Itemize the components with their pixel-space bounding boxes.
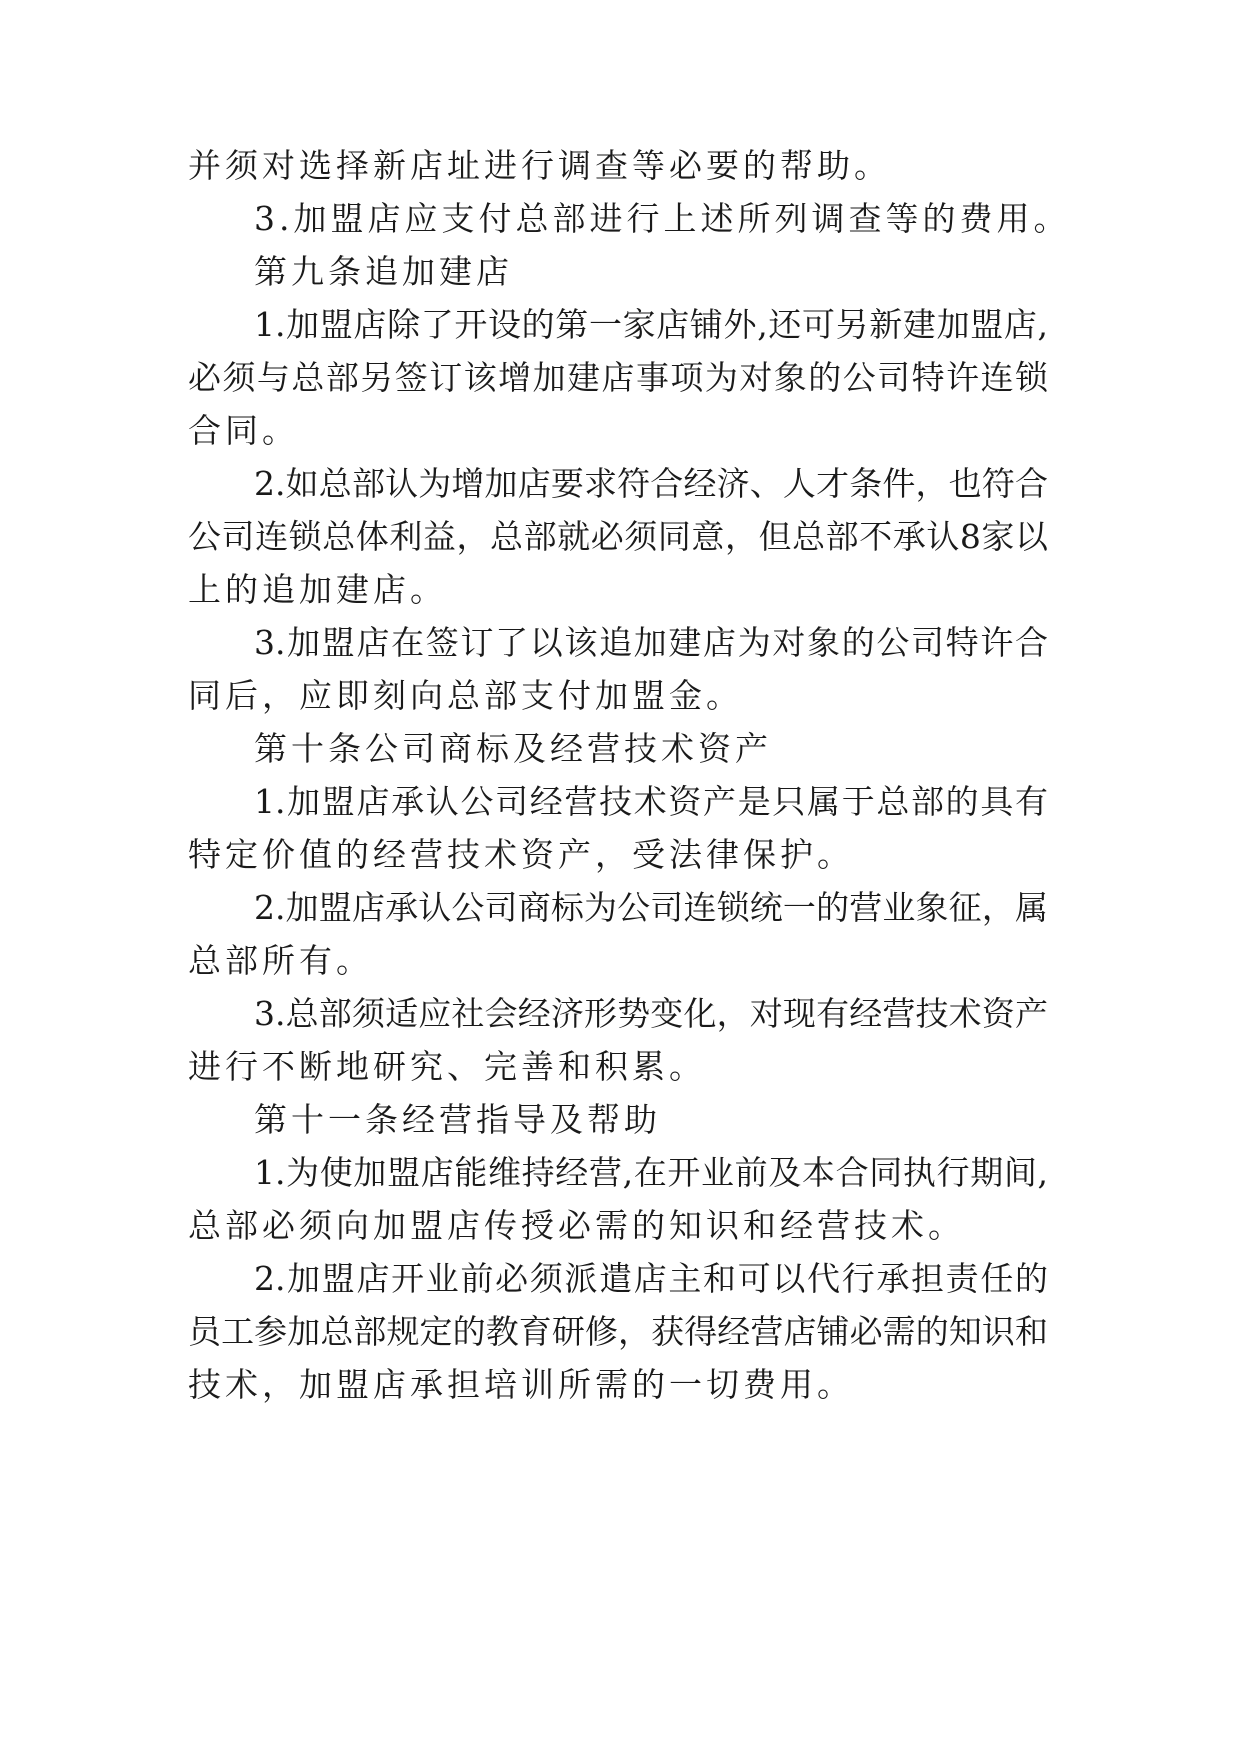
paragraph-line: 技术，加盟店承担培训所需的一切费用。 <box>188 1365 854 1404</box>
paragraph-line: 1.加盟店承认公司经营技术资产是只属于总部的具有 <box>254 782 1048 821</box>
paragraph-line: 总部必须向加盟店传授必需的知识和经营技术。 <box>188 1206 965 1245</box>
paragraph-line: 2.加盟店开业前必须派遣店主和可以代行承担责任的 <box>254 1259 1048 1298</box>
paragraph-line: 同后，应即刻向总部支付加盟金。 <box>188 676 743 715</box>
paragraph-line: 公司连锁总体利益，总部就必须同意，但总部不承认8家以 <box>188 517 1048 556</box>
paragraph-line: 3.总部须适应社会经济形势变化，对现有经营技术资产 <box>254 994 1048 1033</box>
paragraph-line: 2.加盟店承认公司商标为公司连锁统一的营业象征，属 <box>254 888 1048 927</box>
paragraph-line: 2.如总部认为增加店要求符合经济、人才条件，也符合 <box>254 464 1048 503</box>
section-heading: 第十条公司商标及经营技术资产 <box>254 729 772 768</box>
section-heading: 第九条追加建店 <box>254 252 513 291</box>
paragraph-line: 特定价值的经营技术资产，受法律保护。 <box>188 835 854 874</box>
paragraph-line: 上的追加建店。 <box>188 570 447 609</box>
paragraph-line: 3.加盟店在签订了以该追加建店为对象的公司特许合 <box>254 623 1048 662</box>
paragraph-line: 合同。 <box>188 411 299 450</box>
paragraph-line: 总部所有。 <box>188 941 373 980</box>
section-heading: 第十一条经营指导及帮助 <box>254 1100 661 1139</box>
paragraph-line: 员工参加总部规定的教育研修，获得经营店铺必需的知识和 <box>188 1312 1048 1351</box>
paragraph-line: 1.加盟店除了开设的第一家店铺外,还可另新建加盟店, <box>254 305 1048 344</box>
paragraph-line: 3.加盟店应支付总部进行上述所列调查等的费用。 <box>254 199 1071 238</box>
paragraph-line: 进行不断地研究、完善和积累。 <box>188 1047 706 1086</box>
paragraph-line: 并须对选择新店址进行调查等必要的帮助。 <box>188 146 891 185</box>
paragraph-line: 必须与总部另签订该增加建店事项为对象的公司特许连锁 <box>188 358 1048 397</box>
paragraph-line: 1.为使加盟店能维持经营,在开业前及本合同执行期间, <box>254 1153 1048 1192</box>
